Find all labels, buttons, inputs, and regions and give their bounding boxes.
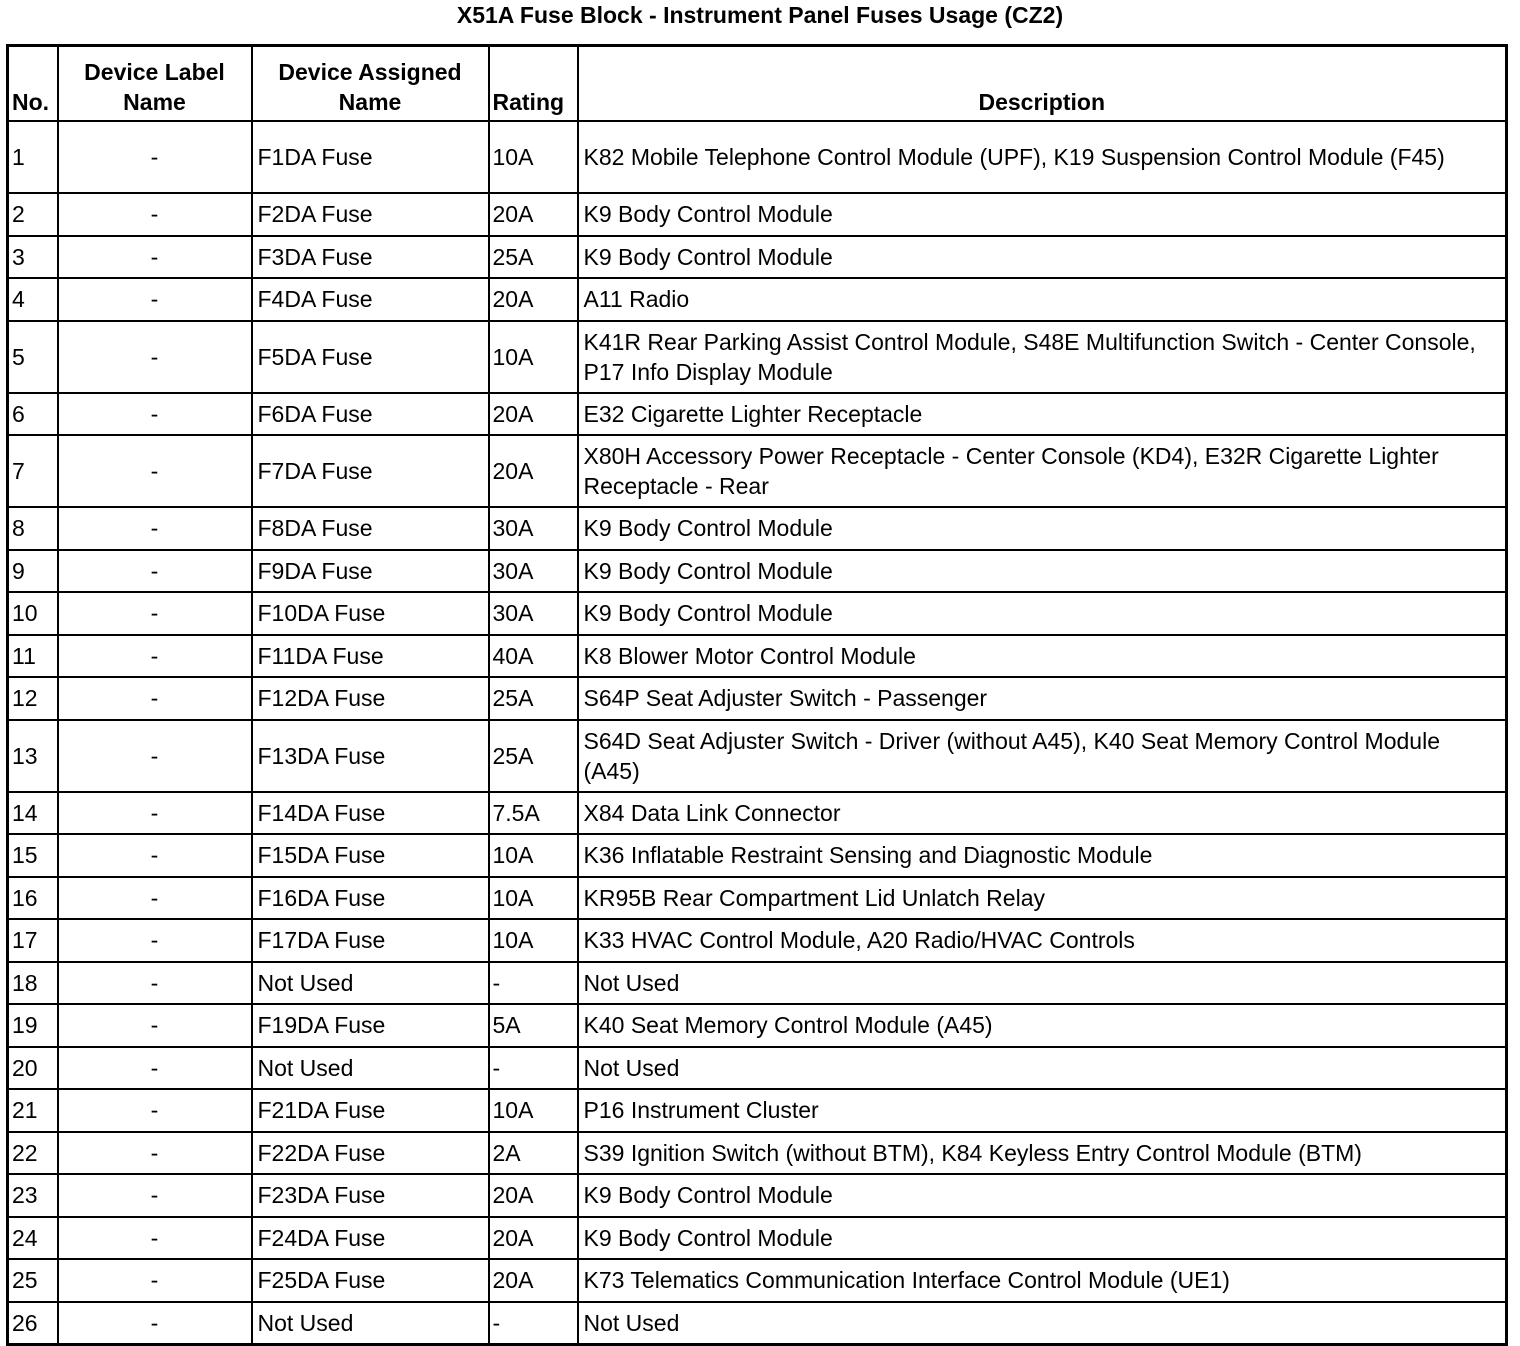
- table-row: [8, 919, 1507, 962]
- device-label-name-cell: -: [58, 919, 252, 962]
- description-cell: K8 Blower Motor Control Module: [578, 635, 1507, 678]
- table-row: [8, 1302, 1507, 1345]
- device-assigned-name-cell: F6DA Fuse: [252, 393, 489, 436]
- table-row: [8, 435, 1507, 507]
- device-assigned-name-cell: F17DA Fuse: [252, 919, 489, 962]
- fuse-number-cell: 16: [8, 877, 58, 920]
- fuse-number-cell: 23: [8, 1174, 58, 1217]
- fuse-number-cell: 26: [8, 1302, 58, 1345]
- fuse-number-cell: 22: [8, 1132, 58, 1175]
- device-label-name-cell: -: [58, 193, 252, 236]
- device-label-name-cell: -: [58, 278, 252, 321]
- description-cell: K9 Body Control Module: [578, 1217, 1507, 1260]
- rating-cell: 10A: [489, 121, 578, 193]
- device-assigned-name-cell: F24DA Fuse: [252, 1217, 489, 1260]
- header-no: No.: [8, 46, 58, 122]
- rating-cell: 20A: [489, 1259, 578, 1302]
- table-row: [8, 962, 1507, 1005]
- rating-cell: 20A: [489, 1217, 578, 1260]
- device-label-name-cell: -: [58, 1132, 252, 1175]
- fuse-number-cell: 6: [8, 393, 58, 436]
- table-row: [8, 877, 1507, 920]
- rating-cell: 10A: [489, 919, 578, 962]
- device-assigned-name-cell: F5DA Fuse: [252, 321, 489, 393]
- table-row: [8, 236, 1507, 279]
- device-label-name-cell: -: [58, 236, 252, 279]
- device-assigned-name-cell: F22DA Fuse: [252, 1132, 489, 1175]
- fuse-number-cell: 14: [8, 792, 58, 835]
- table-row: [8, 550, 1507, 593]
- fuse-number-cell: 2: [8, 193, 58, 236]
- description-cell: A11 Radio: [578, 278, 1507, 321]
- fuse-number-cell: 19: [8, 1004, 58, 1047]
- fuse-number-cell: 10: [8, 592, 58, 635]
- device-label-name-cell: -: [58, 877, 252, 920]
- table-row: [8, 1132, 1507, 1175]
- device-label-name-cell: -: [58, 550, 252, 593]
- device-label-name-cell: -: [58, 677, 252, 720]
- fuse-number-cell: 24: [8, 1217, 58, 1260]
- device-assigned-name-cell: F13DA Fuse: [252, 720, 489, 792]
- table-row: [8, 1259, 1507, 1302]
- device-label-name-cell: -: [58, 321, 252, 393]
- device-label-name-cell: -: [58, 1217, 252, 1260]
- description-cell: X84 Data Link Connector: [578, 792, 1507, 835]
- rating-cell: 40A: [489, 635, 578, 678]
- device-assigned-name-cell: Not Used: [252, 1302, 489, 1345]
- table-row: [8, 393, 1507, 436]
- fuse-number-cell: 4: [8, 278, 58, 321]
- device-assigned-name-cell: F10DA Fuse: [252, 592, 489, 635]
- rating-cell: 20A: [489, 193, 578, 236]
- fuse-number-cell: 12: [8, 677, 58, 720]
- fuse-number-cell: 1: [8, 121, 58, 193]
- device-assigned-name-cell: F7DA Fuse: [252, 435, 489, 507]
- header-row: [8, 46, 1507, 122]
- device-assigned-name-cell: F8DA Fuse: [252, 507, 489, 550]
- device-label-name-cell: -: [58, 1047, 252, 1090]
- fuse-number-cell: 7: [8, 435, 58, 507]
- table-row: [8, 635, 1507, 678]
- header-rating: Rating: [489, 46, 578, 122]
- rating-cell: 25A: [489, 677, 578, 720]
- table-row: [8, 720, 1507, 792]
- rating-cell: 30A: [489, 507, 578, 550]
- description-cell: K36 Inflatable Restraint Sensing and Diagnostic Module: [578, 834, 1507, 877]
- fuse-number-cell: 17: [8, 919, 58, 962]
- device-assigned-name-cell: F19DA Fuse: [252, 1004, 489, 1047]
- fuse-number-cell: 18: [8, 962, 58, 1005]
- rating-cell: 7.5A: [489, 792, 578, 835]
- fuse-table: [6, 44, 1508, 1346]
- device-label-name-cell: -: [58, 1004, 252, 1047]
- header-description: Description: [578, 46, 1507, 122]
- rating-cell: 20A: [489, 393, 578, 436]
- fuse-number-cell: 13: [8, 720, 58, 792]
- table-row: [8, 1004, 1507, 1047]
- rating-cell: 20A: [489, 278, 578, 321]
- header-device-assigned-name: Device Assigned Name: [252, 46, 489, 122]
- device-assigned-name-cell: F16DA Fuse: [252, 877, 489, 920]
- device-assigned-name-cell: F2DA Fuse: [252, 193, 489, 236]
- device-label-name-cell: -: [58, 1259, 252, 1302]
- description-cell: K9 Body Control Module: [578, 550, 1507, 593]
- rating-cell: 25A: [489, 720, 578, 792]
- fuse-number-cell: 11: [8, 635, 58, 678]
- device-assigned-name-cell: F21DA Fuse: [252, 1089, 489, 1132]
- rating-cell: 30A: [489, 592, 578, 635]
- rating-cell: 5A: [489, 1004, 578, 1047]
- table-body: [8, 121, 1507, 1345]
- device-assigned-name-cell: F1DA Fuse: [252, 121, 489, 193]
- page-title: X51A Fuse Block - Instrument Panel Fuses Usage (CZ2): [456, 2, 1064, 28]
- fuse-number-cell: 9: [8, 550, 58, 593]
- description-cell: K9 Body Control Module: [578, 193, 1507, 236]
- rating-cell: 10A: [489, 877, 578, 920]
- rating-cell: 20A: [489, 1174, 578, 1217]
- description-cell: X80H Accessory Power Receptacle - Center Console (KD4), E32R Cigarette Lighter Receptacle - Rear: [578, 435, 1507, 507]
- table-row: [8, 1217, 1507, 1260]
- table-row: [8, 834, 1507, 877]
- description-cell: K9 Body Control Module: [578, 1174, 1507, 1217]
- device-label-name-cell: -: [58, 121, 252, 193]
- fuse-number-cell: 20: [8, 1047, 58, 1090]
- rating-cell: 10A: [489, 1089, 578, 1132]
- description-cell: K33 HVAC Control Module, A20 Radio/HVAC Controls: [578, 919, 1507, 962]
- description-cell: KR95B Rear Compartment Lid Unlatch Relay: [578, 877, 1507, 920]
- description-cell: K40 Seat Memory Control Module (A45): [578, 1004, 1507, 1047]
- device-label-name-cell: -: [58, 1089, 252, 1132]
- table-row: [8, 193, 1507, 236]
- description-cell: K73 Telematics Communication Interface Control Module (UE1): [578, 1259, 1507, 1302]
- fuse-number-cell: 5: [8, 321, 58, 393]
- fuse-number-cell: 3: [8, 236, 58, 279]
- description-cell: S64D Seat Adjuster Switch - Driver (without A45), K40 Seat Memory Control Module (A45): [578, 720, 1507, 792]
- device-assigned-name-cell: F15DA Fuse: [252, 834, 489, 877]
- rating-cell: -: [489, 1302, 578, 1345]
- device-label-name-cell: -: [58, 834, 252, 877]
- table-row: [8, 507, 1507, 550]
- rating-cell: -: [489, 962, 578, 1005]
- table-row: [8, 1047, 1507, 1090]
- rating-cell: 25A: [489, 236, 578, 279]
- device-label-name-cell: -: [58, 1302, 252, 1345]
- rating-cell: 20A: [489, 435, 578, 507]
- table-row: [8, 278, 1507, 321]
- table-row: [8, 1174, 1507, 1217]
- fuse-number-cell: 15: [8, 834, 58, 877]
- rating-cell: 10A: [489, 834, 578, 877]
- description-cell: K82 Mobile Telephone Control Module (UPF), K19 Suspension Control Module (F45): [578, 121, 1507, 193]
- rating-cell: -: [489, 1047, 578, 1090]
- description-cell: S64P Seat Adjuster Switch - Passenger: [578, 677, 1507, 720]
- description-cell: Not Used: [578, 1047, 1507, 1090]
- description-cell: S39 Ignition Switch (without BTM), K84 Keyless Entry Control Module (BTM): [578, 1132, 1507, 1175]
- description-cell: E32 Cigarette Lighter Receptacle: [578, 393, 1507, 436]
- device-assigned-name-cell: F11DA Fuse: [252, 635, 489, 678]
- device-assigned-name-cell: F3DA Fuse: [252, 236, 489, 279]
- description-cell: K41R Rear Parking Assist Control Module, S48E Multifunction Switch - Center Console, P17 Info Display Module: [578, 321, 1507, 393]
- description-cell: K9 Body Control Module: [578, 507, 1507, 550]
- description-cell: P16 Instrument Cluster: [578, 1089, 1507, 1132]
- fuse-number-cell: 25: [8, 1259, 58, 1302]
- device-label-name-cell: -: [58, 962, 252, 1005]
- fuse-number-cell: 21: [8, 1089, 58, 1132]
- table-row: [8, 121, 1507, 193]
- device-label-name-cell: -: [58, 592, 252, 635]
- table-row: [8, 592, 1507, 635]
- device-label-name-cell: -: [58, 1174, 252, 1217]
- device-assigned-name-cell: F9DA Fuse: [252, 550, 489, 593]
- fuse-number-cell: 8: [8, 507, 58, 550]
- device-assigned-name-cell: F23DA Fuse: [252, 1174, 489, 1217]
- description-cell: K9 Body Control Module: [578, 592, 1507, 635]
- table-row: [8, 321, 1507, 393]
- device-label-name-cell: -: [58, 393, 252, 436]
- rating-cell: 2A: [489, 1132, 578, 1175]
- rating-cell: 30A: [489, 550, 578, 593]
- device-label-name-cell: -: [58, 435, 252, 507]
- device-label-name-cell: -: [58, 507, 252, 550]
- description-cell: K9 Body Control Module: [578, 236, 1507, 279]
- device-assigned-name-cell: F14DA Fuse: [252, 792, 489, 835]
- table-row: [8, 677, 1507, 720]
- description-cell: Not Used: [578, 1302, 1507, 1345]
- device-assigned-name-cell: F12DA Fuse: [252, 677, 489, 720]
- device-label-name-cell: -: [58, 792, 252, 835]
- table-row: [8, 792, 1507, 835]
- description-cell: Not Used: [578, 962, 1507, 1005]
- table-row: [8, 1089, 1507, 1132]
- device-assigned-name-cell: Not Used: [252, 962, 489, 1005]
- device-assigned-name-cell: F4DA Fuse: [252, 278, 489, 321]
- device-assigned-name-cell: Not Used: [252, 1047, 489, 1090]
- rating-cell: 10A: [489, 321, 578, 393]
- device-label-name-cell: -: [58, 720, 252, 792]
- device-label-name-cell: -: [58, 635, 252, 678]
- header-device-label-name: Device Label Name: [58, 46, 252, 122]
- device-assigned-name-cell: F25DA Fuse: [252, 1259, 489, 1302]
